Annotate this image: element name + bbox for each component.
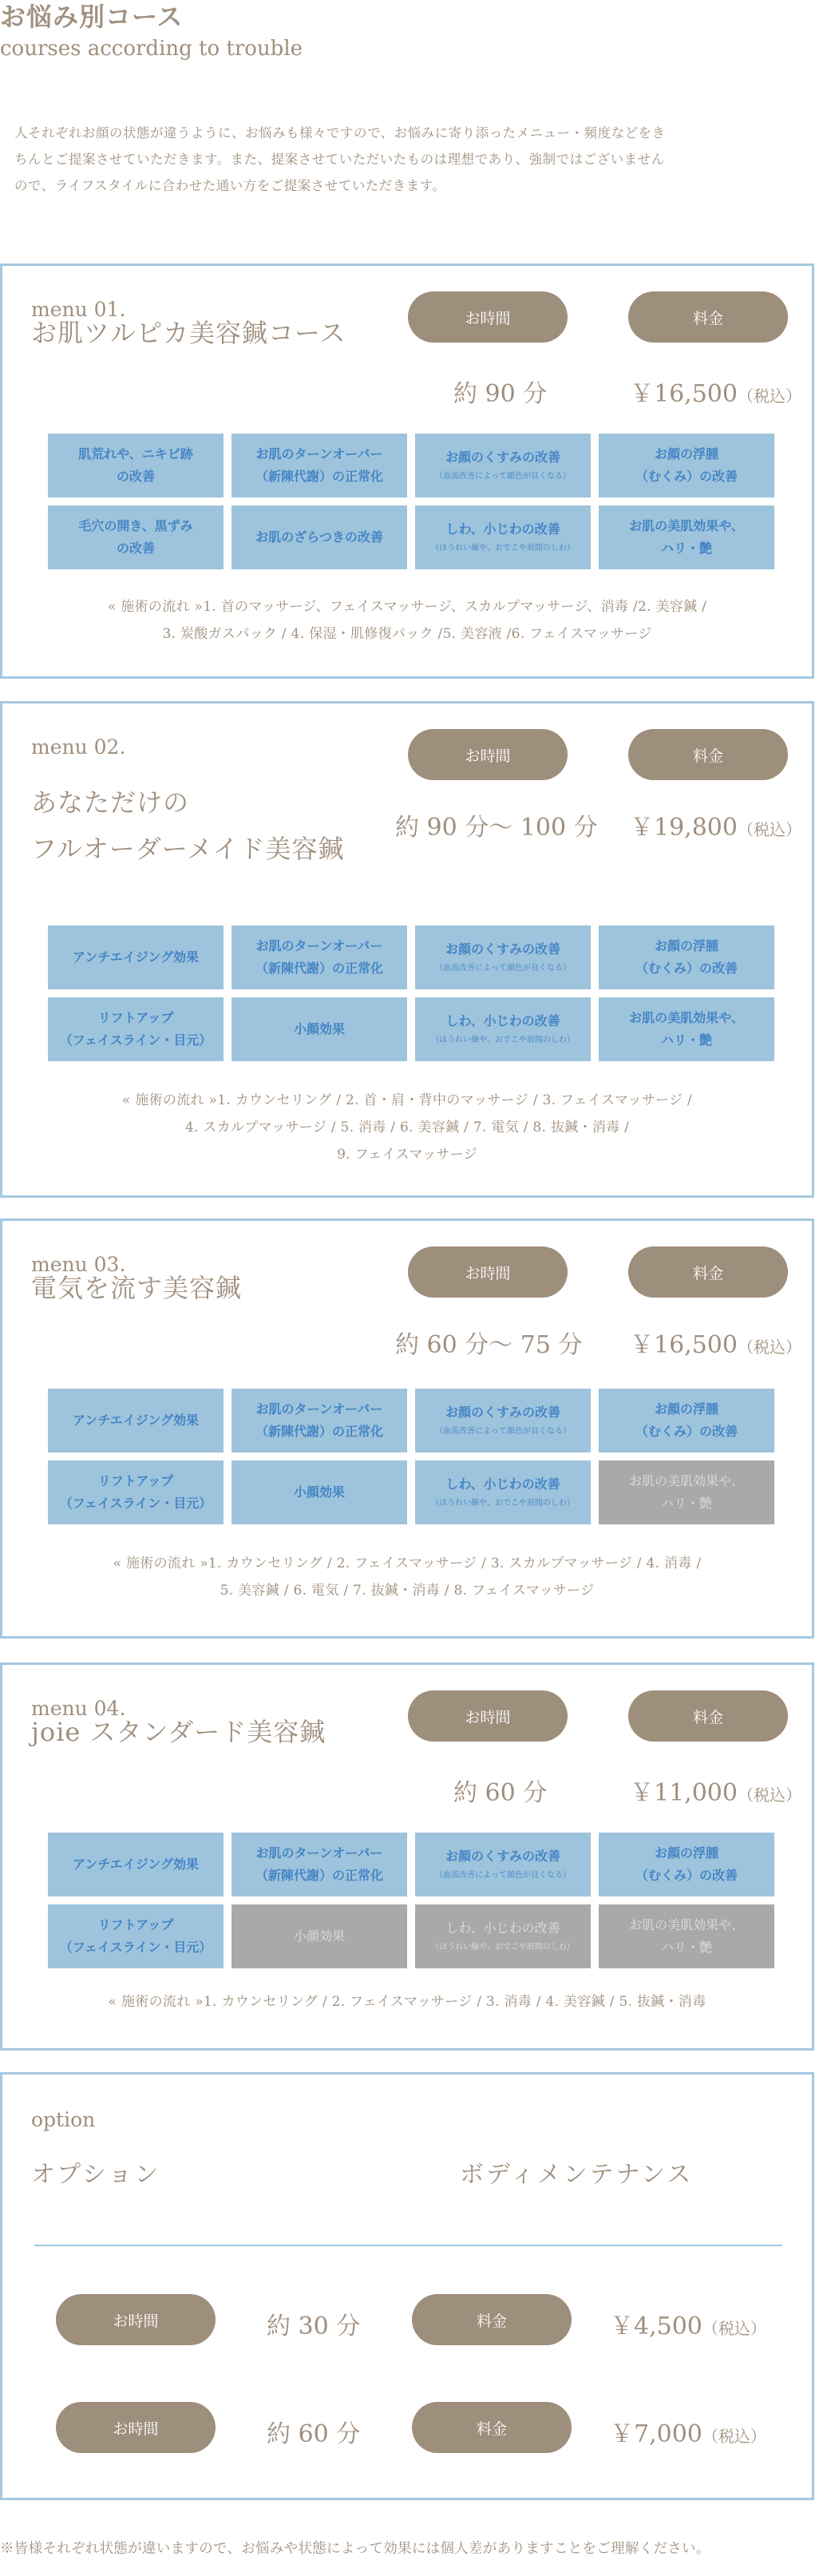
effect-cell bbox=[415, 505, 591, 569]
effect-text: （むくみ）の改善 bbox=[635, 1424, 738, 1439]
effect-cell bbox=[415, 434, 591, 497]
effect-text: しわ、小じわの改善 bbox=[445, 1920, 560, 1936]
treatment-flow bbox=[2, 1550, 812, 1604]
effect-cell bbox=[48, 1460, 224, 1524]
price-amount: ￥19,800 bbox=[630, 814, 738, 842]
effect-text: お肌の美肌効果や、 bbox=[629, 518, 744, 533]
effect-text: （新陳代謝）の正常化 bbox=[255, 1424, 383, 1439]
time-pill: お時間 bbox=[408, 1246, 568, 1298]
course-price bbox=[630, 1325, 801, 1360]
tax-label: （税込） bbox=[702, 2319, 766, 2338]
effect-text: お顔の浮腫 bbox=[654, 1401, 718, 1417]
effects-grid bbox=[48, 434, 774, 569]
course-time: 約 90 分 bbox=[453, 380, 548, 408]
effect-text: アンチエイジング効果 bbox=[72, 949, 199, 965]
effect-text: の改善 bbox=[116, 541, 155, 556]
effect-cell bbox=[599, 925, 774, 989]
course-time: 約 60 分～ 75 分 bbox=[395, 1331, 583, 1359]
price-pill: 料金 bbox=[412, 2402, 572, 2453]
effect-text: （フェイスライン・目元） bbox=[59, 1032, 212, 1048]
effect-text: お顔のくすみの改善 bbox=[445, 941, 560, 957]
effect-text: の改善 bbox=[116, 469, 155, 484]
menu-label: menu 04. bbox=[31, 1697, 126, 1720]
course-time: 約 60 分 bbox=[453, 1779, 548, 1807]
effect-text: 肌荒れや、ニキビ跡 bbox=[78, 446, 193, 462]
effect-cell bbox=[599, 1460, 774, 1524]
menu-label: menu 03. bbox=[31, 1253, 126, 1276]
effect-text: お顔の浮腫 bbox=[654, 1845, 718, 1861]
effect-text: お肌のターンオーバー bbox=[255, 1401, 383, 1417]
intro-line: 人それぞれお顔の状態が違うように、お悩みも様々ですので、お悩みに寄り添ったメニュー・頻度などをき bbox=[14, 125, 666, 141]
option-label: option bbox=[31, 2108, 96, 2131]
effect-text: リフトアップ bbox=[97, 1917, 174, 1932]
effect-text: お顔の浮腫 bbox=[654, 938, 718, 953]
effects-grid bbox=[48, 1389, 774, 1524]
effect-note: （ほうれい線や、おでこや眉間のしわ） bbox=[431, 1036, 575, 1044]
effect-note: （ほうれい線や、おでこや眉間のしわ） bbox=[431, 544, 575, 553]
effect-cell bbox=[232, 505, 407, 569]
price-amount: ￥16,500 bbox=[630, 380, 738, 408]
effect-text: お肌のターンオーバー bbox=[255, 938, 383, 953]
effect-text: （むくみ）の改善 bbox=[635, 469, 738, 484]
effect-cell bbox=[599, 1389, 774, 1452]
effect-cell bbox=[48, 925, 224, 989]
effect-cell bbox=[415, 1904, 591, 1968]
effect-cell bbox=[599, 1904, 774, 1968]
effect-cell bbox=[48, 997, 224, 1061]
price-pill: 料金 bbox=[412, 2294, 572, 2345]
effect-text: お肌のターンオーバー bbox=[255, 1845, 383, 1861]
flow-line: « 施術の流れ »1. カウンセリング / 2. フェイスマッサージ / 3. スカルプマッサージ / 4. 消毒 / bbox=[113, 1556, 702, 1571]
effect-text: アンチエイジング効果 bbox=[72, 1413, 199, 1428]
effect-cell bbox=[48, 1833, 224, 1896]
effect-text: 小顔効果 bbox=[293, 1021, 345, 1036]
menu-label: menu 01. bbox=[31, 298, 126, 321]
menu-card bbox=[0, 1219, 814, 1639]
effect-note: （血流改善によって顔色が良くなる） bbox=[435, 472, 571, 481]
price-amount: ￥7,000 bbox=[610, 2420, 702, 2448]
effect-text: （むくみ）の改善 bbox=[635, 961, 738, 976]
time-pill: お時間 bbox=[408, 729, 568, 780]
option-price bbox=[610, 2414, 766, 2449]
effect-note: （ほうれい線や、おでこや眉間のしわ） bbox=[431, 1499, 575, 1508]
flow-line: « 施術の流れ »1. カウンセリング / 2. フェイスマッサージ / 3. 消毒 / 4. 美容鍼 / 5. 抜鍼・消毒 bbox=[108, 1994, 706, 2010]
effect-text: 毛穴の開き、黒ずみ bbox=[78, 518, 193, 533]
course-price bbox=[630, 807, 801, 842]
effect-cell bbox=[48, 1389, 224, 1452]
effect-cell bbox=[232, 1904, 407, 1968]
effect-cell bbox=[415, 1389, 591, 1452]
treatment-flow bbox=[2, 1988, 812, 2015]
effect-text: （フェイスライン・目元） bbox=[59, 1940, 212, 1955]
effect-cell bbox=[599, 997, 774, 1061]
menu-card bbox=[0, 1663, 814, 2051]
course-time: 約 90 分～ 100 分 bbox=[395, 814, 598, 842]
time-pill: お時間 bbox=[408, 1690, 568, 1742]
price-amount: ￥16,500 bbox=[630, 1331, 738, 1359]
tax-label: （税込） bbox=[737, 1785, 801, 1805]
intro-line: ちんとご提案させていただきます。また、提案させていただいたものは理想であり、強制ではございません bbox=[14, 152, 665, 167]
effect-text: ハリ・艶 bbox=[660, 541, 712, 556]
effect-text: しわ、小じわの改善 bbox=[445, 1013, 560, 1028]
divider bbox=[34, 2245, 782, 2246]
option-time: 約 60 分 bbox=[267, 2420, 361, 2448]
effect-cell bbox=[48, 434, 224, 497]
effect-text: （新陳代謝）の正常化 bbox=[255, 961, 383, 976]
effect-cell bbox=[415, 925, 591, 989]
flow-line: « 施術の流れ »1. 首のマッサージ、フェイスマッサージ、スカルプマッサージ、消毒 /2. 美容鍼 / bbox=[107, 599, 707, 615]
effect-text: リフトアップ bbox=[97, 1010, 174, 1025]
effect-cell bbox=[232, 997, 407, 1061]
effect-cell bbox=[415, 997, 591, 1061]
effect-note: （血流改善によって顔色が良くなる） bbox=[435, 1427, 571, 1436]
effect-text: お肌の美肌効果や、 bbox=[629, 1473, 744, 1488]
course-name-line: フルオーダーメイド美容鍼 bbox=[31, 834, 345, 864]
course-price bbox=[630, 374, 801, 409]
flow-line: 3. 炭酸ガスパック / 4. 保湿・肌修復パック /5. 美容液 /6. フェイスマッサージ bbox=[162, 626, 652, 642]
option-card bbox=[0, 2072, 814, 2500]
effect-cell bbox=[232, 925, 407, 989]
effect-cell bbox=[599, 505, 774, 569]
effect-text: 小顔効果 bbox=[293, 1928, 345, 1944]
effect-cell bbox=[599, 434, 774, 497]
effect-text: （新陳代謝）の正常化 bbox=[255, 1868, 383, 1883]
effect-cell bbox=[232, 434, 407, 497]
course-name-line: joie スタンダード美容鍼 bbox=[31, 1717, 326, 1747]
effect-note: （ほうれい線や、おでこや眉間のしわ） bbox=[431, 1943, 575, 1952]
effects-grid bbox=[48, 925, 774, 1061]
tax-label: （税込） bbox=[737, 1338, 801, 1357]
footer-note: ※皆様それぞれ状態が違いますので、お悩みや状態によって効果には個人差がありますことをご理解ください。 bbox=[0, 2541, 710, 2557]
effect-note: （血流改善によって顔色が良くなる） bbox=[435, 964, 571, 973]
effect-cell bbox=[415, 1833, 591, 1896]
tax-label: （税込） bbox=[737, 386, 801, 406]
time-pill: お時間 bbox=[56, 2294, 216, 2345]
page-title: お悩み別コース bbox=[0, 2, 184, 32]
effect-text: ハリ・艶 bbox=[660, 1032, 712, 1048]
treatment-flow bbox=[2, 1087, 812, 1168]
body-maintenance-heading: ボディメンテナンス bbox=[460, 2161, 694, 2189]
course-name-line: 電気を流す美容鍼 bbox=[31, 1273, 243, 1303]
effects-grid bbox=[48, 1833, 774, 1968]
treatment-flow bbox=[2, 593, 812, 648]
effect-cell bbox=[599, 1833, 774, 1896]
effect-text: （新陳代謝）の正常化 bbox=[255, 469, 383, 484]
flow-line: 5. 美容鍼 / 6. 電気 / 7. 抜鍼・消毒 / 8. フェイスマッサージ bbox=[220, 1583, 595, 1599]
intro-text bbox=[14, 120, 821, 199]
page-subtitle: courses according to trouble bbox=[0, 37, 303, 61]
menu-label: menu 02. bbox=[31, 735, 126, 759]
effect-text: （フェイスライン・目元） bbox=[59, 1496, 212, 1511]
price-amount: ￥4,500 bbox=[610, 2312, 702, 2340]
option-price bbox=[610, 2306, 766, 2341]
flow-line: 4. スカルプマッサージ / 5. 消毒 / 6. 美容鍼 / 7. 電気 / 8. 抜鍼・消毒 / bbox=[184, 1120, 630, 1135]
effect-text: お肌の美肌効果や、 bbox=[629, 1917, 744, 1932]
flow-line: « 施術の流れ »1. カウンセリング / 2. 首・肩・背中のマッサージ / 3. フェイスマッサージ / bbox=[121, 1092, 693, 1108]
time-pill: お時間 bbox=[56, 2402, 216, 2453]
effect-text: お顔の浮腫 bbox=[654, 446, 718, 462]
effect-text: お肌のざらつきの改善 bbox=[255, 529, 383, 545]
price-pill: 料金 bbox=[628, 1690, 788, 1742]
price-pill: 料金 bbox=[628, 291, 788, 343]
effect-cell bbox=[48, 1904, 224, 1968]
effect-cell bbox=[232, 1460, 407, 1524]
effect-text: 小顔効果 bbox=[293, 1484, 345, 1500]
effect-cell bbox=[415, 1460, 591, 1524]
effect-text: （むくみ）の改善 bbox=[635, 1868, 738, 1883]
effect-text: しわ、小じわの改善 bbox=[445, 521, 560, 537]
flow-line: 9. フェイスマッサージ bbox=[337, 1147, 477, 1163]
effect-text: リフトアップ bbox=[97, 1473, 174, 1488]
effect-text: アンチエイジング効果 bbox=[72, 1857, 199, 1872]
effect-cell bbox=[232, 1389, 407, 1452]
course-name bbox=[31, 1709, 326, 1755]
course-name bbox=[31, 779, 344, 872]
effect-text: お顔のくすみの改善 bbox=[445, 450, 560, 465]
effect-text: お顔のくすみの改善 bbox=[445, 1405, 560, 1420]
price-amount: ￥11,000 bbox=[630, 1779, 738, 1807]
course-name bbox=[31, 1265, 242, 1311]
effect-text: お顔のくすみの改善 bbox=[445, 1849, 560, 1864]
effect-text: ハリ・艶 bbox=[660, 1940, 712, 1955]
course-name bbox=[31, 310, 346, 356]
tax-label: （税込） bbox=[737, 820, 801, 839]
price-pill: 料金 bbox=[628, 1246, 788, 1298]
effect-text: しわ、小じわの改善 bbox=[445, 1476, 560, 1492]
course-name-line: あなただけの bbox=[31, 787, 190, 818]
effect-cell bbox=[48, 505, 224, 569]
menu-card bbox=[0, 701, 814, 1198]
effect-note: （血流改善によって顔色が良くなる） bbox=[435, 1871, 571, 1880]
price-pill: 料金 bbox=[628, 729, 788, 780]
option-heading: オプション bbox=[31, 2161, 161, 2189]
intro-line: ので、ライフスタイルに合わせた通い方をご提案させていただきます。 bbox=[14, 178, 446, 193]
course-name-line: お肌ツルピカ美容鍼コース bbox=[31, 318, 346, 348]
effect-text: お肌の美肌効果や、 bbox=[629, 1010, 744, 1025]
option-time: 約 30 分 bbox=[267, 2312, 361, 2340]
time-pill: お時間 bbox=[408, 291, 568, 343]
menu-card bbox=[0, 264, 814, 679]
effect-text: お肌のターンオーバー bbox=[255, 446, 383, 462]
effect-cell bbox=[232, 1833, 407, 1896]
tax-label: （税込） bbox=[702, 2427, 766, 2446]
effect-text: ハリ・艶 bbox=[660, 1496, 712, 1511]
course-price bbox=[630, 1773, 801, 1808]
